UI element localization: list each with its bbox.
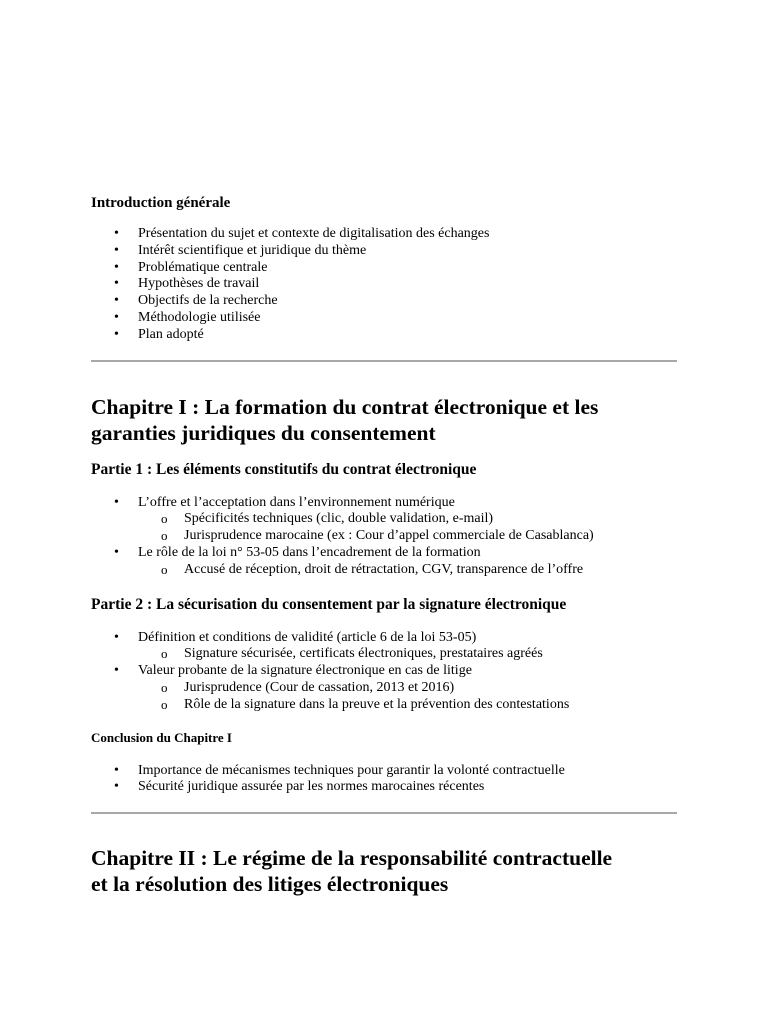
bullet-icon: • — [114, 276, 119, 292]
bullet-icon: • — [114, 544, 119, 560]
bullet-icon: • — [114, 494, 119, 510]
list-item: • Problématique centrale — [114, 259, 268, 275]
list-item: • Définition et conditions de validité (article 6 de la loi 53-05) o Signature sécurisée, certificats électroniques, prestataires agréés — [91, 630, 677, 664]
bullet-icon: • — [114, 242, 119, 258]
list-item: • Méthodologie utilisée — [114, 309, 261, 325]
document-page — [91, 194, 677, 897]
sub-list-item: o Jurisprudence marocaine (ex : Cour d’appel commerciale de Casablanca) — [161, 528, 594, 544]
bullet-icon: • — [114, 663, 119, 679]
chapter-2-heading: Chapitre II : Le régime de la responsabilité contractuelle et la résolution des litiges électroniques — [91, 846, 613, 897]
conclusion-heading: Conclusion du Chapitre I — [91, 729, 232, 745]
circle-bullet-icon: o — [161, 646, 168, 662]
sub-list-item: o Accusé de réception, droit de rétractation, CGV, transparence de l’offre — [161, 561, 584, 577]
chapter-1-heading: Chapitre I : La formation du contrat électronique et les garanties juridiques du consentement — [91, 394, 599, 445]
sub-list-item: o Jurisprudence (Cour de cassation, 2013 et 2016) — [161, 679, 455, 695]
section-divider — [91, 812, 677, 814]
bullet-icon: • — [114, 779, 119, 795]
sub-list-item: o Signature sécurisée, certificats électroniques, prestataires agréés — [161, 646, 543, 662]
circle-bullet-icon: o — [161, 679, 168, 695]
bullet-icon: • — [114, 762, 119, 778]
circle-bullet-icon: o — [161, 561, 168, 577]
part-2-heading: Partie 2 : La sécurisation du consentement par la signature électronique — [91, 595, 567, 613]
circle-bullet-icon: o — [161, 511, 168, 527]
list-item: • Valeur probante de la signature électronique en cas de litige o Jurisprudence (Cour de cassation, 2013 et 2016) o Rôle de la signature dans la preuve et la prévention des contestations — [91, 663, 677, 713]
list-item: • L’offre et l’acceptation dans l’environnement numérique o Spécificités techniques (clic, double validation, e-mail) o Jurisprudence marocaine (ex : Cour d’appel commerciale de Casablanca) — [91, 495, 677, 545]
circle-bullet-icon: o — [161, 528, 168, 544]
sub-list — [138, 646, 677, 663]
sub-list — [138, 562, 677, 579]
bullet-icon: • — [114, 309, 119, 325]
sub-list-item: o Rôle de la signature dans la preuve et la prévention des contestations — [161, 696, 570, 712]
part-2-list — [91, 630, 677, 714]
list-item: • Objectifs de la recherche — [114, 293, 278, 309]
bullet-icon: • — [114, 226, 119, 241]
part-1-list — [91, 495, 677, 579]
list-item: • Plan adopté — [114, 326, 204, 342]
sub-list-item: o Spécificités techniques (clic, double validation, e-mail) — [161, 511, 494, 527]
part-1-heading: Partie 1 : Les éléments constitutifs du contrat électronique — [91, 460, 477, 478]
list-item: • Hypothèses de travail — [114, 276, 260, 292]
sub-list — [138, 680, 677, 714]
bullet-icon: • — [114, 326, 119, 342]
bullet-icon: • — [114, 293, 119, 309]
sub-list — [138, 511, 677, 545]
bullet-icon: • — [114, 629, 119, 645]
section-divider — [91, 360, 677, 362]
list-item: • Présentation du sujet et contexte de digitalisation des échanges — [114, 226, 490, 241]
list-item: • Sécurité juridique assurée par les normes marocaines récentes — [114, 779, 485, 795]
bullet-icon: • — [114, 259, 119, 275]
list-item: • Importance de mécanismes techniques pour garantir la volonté contractuelle — [114, 762, 565, 778]
intro-heading: Introduction générale — [91, 195, 231, 211]
conclusion-list — [91, 763, 677, 797]
list-item: • Le rôle de la loi n° 53-05 dans l’encadrement de la formation o Accusé de réception, droit de rétractation, CGV, transparence de l’offre — [91, 545, 677, 579]
intro-list — [91, 226, 677, 344]
circle-bullet-icon: o — [161, 696, 168, 712]
list-item: • Intérêt scientifique et juridique du thème — [114, 242, 367, 258]
